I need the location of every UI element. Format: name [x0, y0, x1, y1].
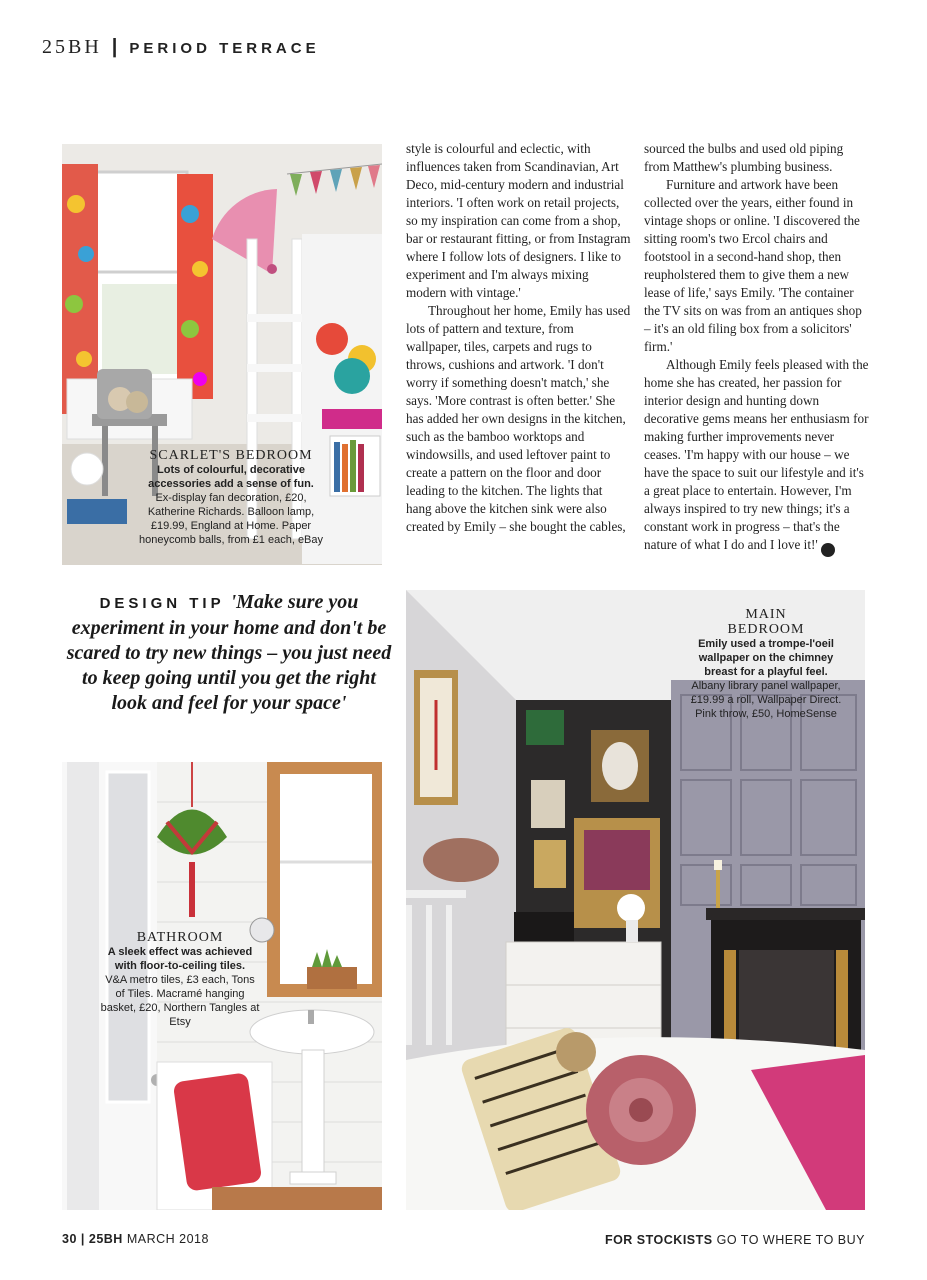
header-section: PERIOD TERRACE [129, 40, 320, 57]
header-separator: | [111, 36, 120, 58]
design-tip-quote: 'Make sure you experiment in your home and don't be scared to try new things – you just need to keep going until you get the right look and feel for your space' [66, 591, 392, 714]
footer-magazine: 25BH [88, 1232, 123, 1246]
caption-detail: V&A metro tiles, £3 each, Tons of Tiles. Macramé hanging basket, £20, Northern Tangles at Etsy [100, 974, 260, 1028]
article-column-2 [644, 140, 869, 557]
caption-lead: Lots of colourful, decorative accessories add a sense of fun. [148, 464, 314, 490]
caption-lead: A sleek effect was achieved with floor-to-ceiling tiles. [107, 946, 253, 972]
article-paragraph [644, 356, 869, 557]
article-paragraph: sourced the bulbs and used old piping from Matthew's plumbing business. [644, 141, 844, 174]
design-tip [62, 590, 396, 716]
article-column-1 [406, 140, 631, 536]
caption-title-line2: BEDROOM [727, 622, 805, 637]
caption-lead: Emily used a trompe-l'oeil wallpaper on the chimney breast for a playful feel. [698, 638, 834, 678]
end-mark-icon: 25 [821, 543, 835, 557]
main-bedroom-caption [686, 607, 846, 721]
page-header [42, 36, 320, 59]
caption-title-line1: MAIN [745, 607, 787, 622]
caption-detail: Ex-display fan decoration, £20, Katherine Richards. Balloon lamp, £19.99, England at Home. Paper honeycomb balls, from £1 each, eBay [138, 492, 324, 546]
caption-title: BATHROOM [136, 930, 224, 945]
article-paragraph: Throughout her home, Emily has used lots of pattern and texture, from wallpaper, tiles, carpets and rugs to throws, cushions and artwork. 'I don't worry if something doesn't match,' she says. 'More contrast is often better.' She has added her own designs in the kitchen, such as the bamboo worktops and windowsills, and used leftover paint to create a pattern on the floor and door leading to the kitchen. The lights that hang above the kitchen sink were also created by Emily – she bought the cables, [406, 303, 631, 534]
footer-separator: | [80, 1232, 85, 1246]
bathroom-caption [100, 930, 260, 1029]
article-paragraph: style is colourful and eclectic, with influences taken from Scandinavian, Art Deco, mid-century modern and industrial interiors. 'I often work on retail projects, so my inspiration can come from a shop, bar or restaurant fitting, or from Instagram where I follow lots of designers. I like to experiment and I'm always mixing modern with vintage.' [406, 141, 631, 300]
footer-stockists-bold: FOR STOCKISTS [604, 1233, 713, 1247]
page-footer-right [605, 1233, 865, 1247]
caption-title: SCARLET'S BEDROOM [149, 448, 313, 463]
article-paragraph-text: Although Emily feels pleased with the home she has created, her passion for interior design and hunting down decorative gems means her enthusiasm for making further improvements never ceases. 'I'm happy with our house – we have the space to suit our lifestyle and it's a great place to entertain. However, I'm always inspired to try new things; it's a constant work in progress – that's the nature of what I do and I love it!' [644, 357, 869, 552]
footer-issue: MARCH 2018 [126, 1232, 209, 1246]
footer-stockists-rest: GO TO WHERE TO BUY [716, 1233, 865, 1247]
scarlet-bedroom-caption [136, 448, 326, 547]
page-number: 30 [62, 1232, 77, 1246]
page-footer-left [62, 1232, 209, 1246]
article-paragraph: Furniture and artwork have been collected over the years, either found in vintage shops or online. 'I discovered the sitting room's two Ercol chairs and footstool in a second-hand shop, then reupholstered them to give them a new lease of life,' says Emily. 'The container the TV sits on was from an antiques shop – it's an old filing box from a solicitors' firm.' [644, 177, 862, 354]
design-tip-label: DESIGN TIP [99, 595, 225, 612]
caption-detail: Albany library panel wallpaper, £19.99 a roll, Wallpaper Direct. Pink throw, £50, HomeSense [690, 680, 842, 720]
header-magazine: 25BH [42, 36, 102, 58]
